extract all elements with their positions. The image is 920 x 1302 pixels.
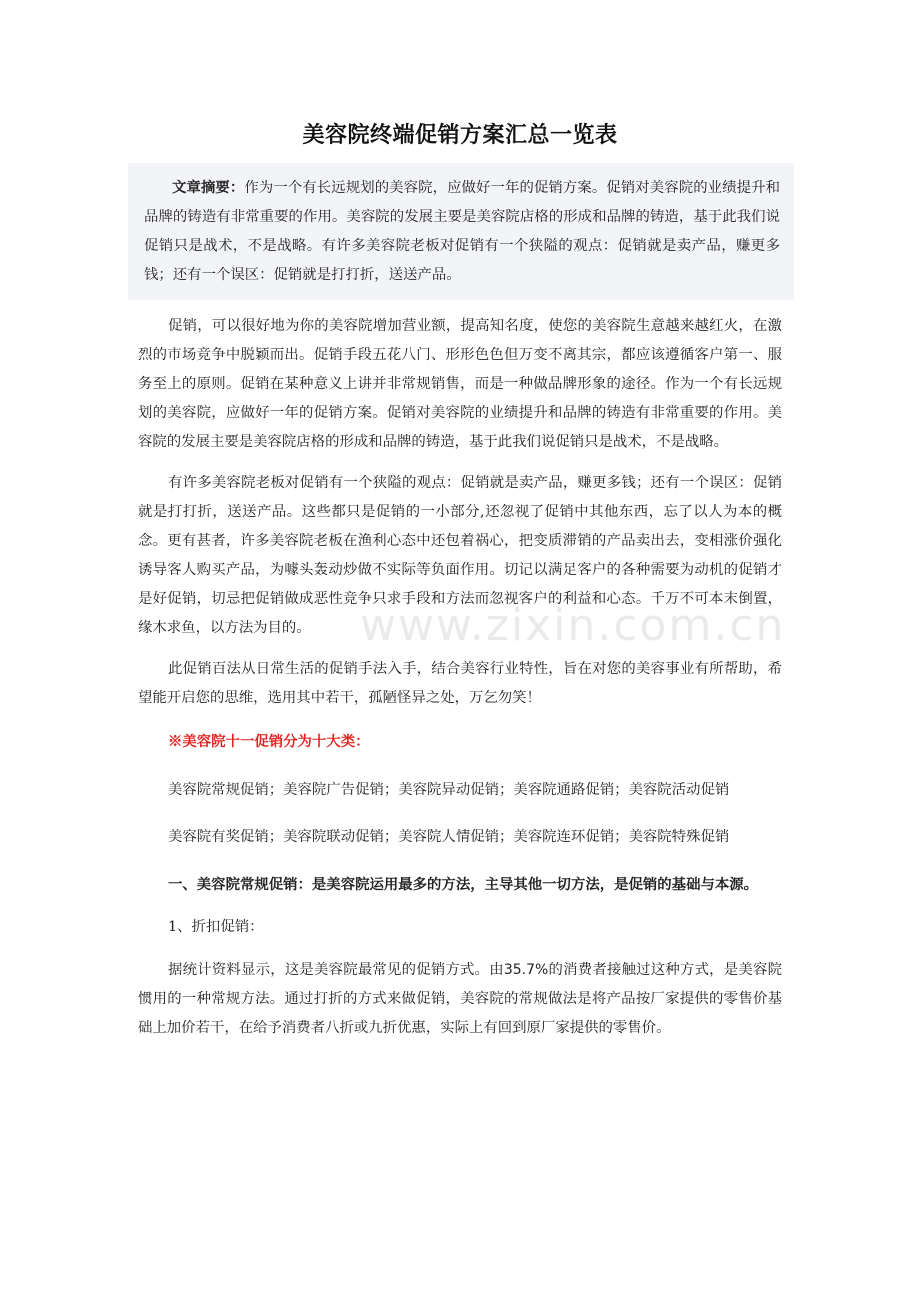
document-title: 美容院终端促销方案汇总一览表 bbox=[302, 122, 618, 148]
summary-label: 文章摘要： bbox=[172, 179, 245, 196]
category-line-1: 美容院常规促销；美容院广告促销；美容院异动促销；美容院通路促销；美容院活动促销 bbox=[168, 782, 730, 798]
final-paragraph bbox=[138, 956, 782, 1043]
summary-text: 作为一个有长远规划的美容院，应做好一年的促销方案。促销对美容院的业绩提升和品牌的铸造有非常重要的作用。美容院的发展主要是美容院店格的形成和品牌的铸造，基于此我们说促销只是战术，不是战略。有许多美容院老板对促销有一个狭隘的观点：促销就是卖产品，赚更多钱；还有一个误区：促销就是打打折，送送产品。 bbox=[144, 180, 780, 283]
summary-box bbox=[128, 163, 794, 300]
paragraph-1: 促销，可以很好地为你的美容院增加营业额，提高知名度，使您的美容院生意越来越红火，在激烈的市场竞争中脱颖而出。促销手段五花八门、形形色色但万变不离其宗，都应该遵循客户第一、服务至上的原则。促销在某种意义上讲并非常规销售，而是一种做品牌形象的途径。作为一个有长远规划的美容院，应做好一年的促销方案。促销对美容院的业绩提升和品牌的铸造有非常重要的作用。美容院的发展主要是美容院店格的形成和品牌的铸造，基于此我们说促销只是战术，不是战略。 bbox=[138, 318, 782, 450]
article-body bbox=[138, 312, 782, 1055]
watermark: www.zixin.com.cn bbox=[360, 600, 786, 651]
paragraph-2: 有许多美容院老板对促销有一个狭隘的观点：促销就是卖产品，赚更多钱；还有一个误区：促销就是打打折，送送产品。这些都只是促销的一小部分,还忽视了促销中其他东西，忘了以人为本的概念。更有甚者，许多美容院老板在渔利心态中还包着祸心，把变质滞销的产品卖出去，变相涨价强化诱导客人购买产品，为噱头轰动炒做不实际等负面作用。切记以满足客户的各种需要为动机的促销才是好促销，切忌把促销做成恶性竞争只求手段和方法而忽视客户的利益和心态。千万不可本末倒置，缘木求鱼，以方法为目的。 bbox=[138, 475, 782, 636]
subheading: 1、折扣促销： bbox=[168, 919, 264, 935]
final-text-before: 据统计资料显示，这是美容院最常见的促销方式。由 bbox=[168, 962, 504, 978]
highlight-heading: ※美容院十一促销分为十大类： bbox=[168, 733, 370, 750]
final-text-after: 的消费者接触过这种方式，是美容院惯用的一种常规方法。通过打折的方式来做促销，美容院的常规做法是将产品按厂家提供的零售价基础上加价若干，在给予消费者八折或九折优惠，实际上有回到原厂家提供的零售价。 bbox=[138, 962, 782, 1036]
category-line-2: 美容院有奖促销；美容院联动促销；美容院人情促销；美容院连环促销；美容院特殊促销 bbox=[168, 829, 730, 845]
section-heading: 一、美容院常规促销：是美容院运用最多的方法，主导其他一切方法，是促销的基础与本源。 bbox=[168, 876, 759, 893]
summary-paragraph bbox=[144, 173, 780, 290]
percent-value: 35.7% bbox=[503, 962, 549, 978]
paragraph-3: 此促销百法从日常生活的促销手法入手，结合美容行业特性，旨在对您的美容事业有所帮助，希望能开启您的思维，选用其中若干，孤陋怪异之处，万乞勿笑！ bbox=[138, 661, 782, 706]
